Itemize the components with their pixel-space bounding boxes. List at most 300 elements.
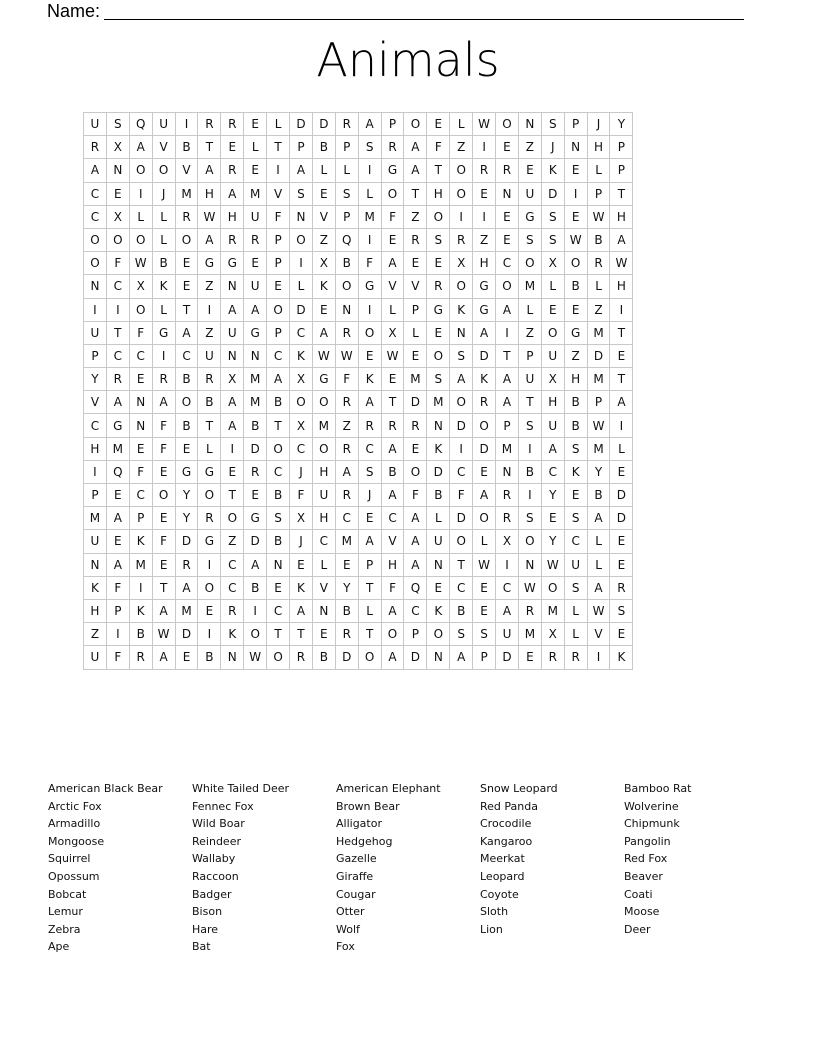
grid-cell[interactable]: T — [427, 159, 450, 182]
grid-cell[interactable]: W — [335, 344, 358, 367]
grid-cell[interactable]: E — [564, 298, 587, 321]
grid-cell[interactable]: L — [335, 159, 358, 182]
grid-cell[interactable]: I — [473, 136, 496, 159]
grid-cell[interactable]: K — [427, 599, 450, 622]
grid-cell[interactable]: E — [244, 113, 267, 136]
grid-cell[interactable]: E — [473, 460, 496, 483]
grid-cell[interactable]: K — [427, 437, 450, 460]
grid-cell[interactable]: I — [518, 484, 541, 507]
grid-cell[interactable]: H — [198, 182, 221, 205]
grid-cell[interactable]: T — [518, 391, 541, 414]
grid-cell[interactable]: C — [84, 205, 107, 228]
grid-cell[interactable]: E — [564, 159, 587, 182]
grid-cell[interactable]: R — [610, 576, 633, 599]
grid-cell[interactable]: O — [152, 484, 175, 507]
grid-cell[interactable]: F — [335, 368, 358, 391]
grid-cell[interactable]: A — [106, 553, 129, 576]
grid-cell[interactable]: D — [335, 646, 358, 669]
grid-cell[interactable]: I — [244, 599, 267, 622]
grid-cell[interactable]: O — [427, 344, 450, 367]
grid-cell[interactable]: A — [404, 553, 427, 576]
grid-cell[interactable]: C — [381, 507, 404, 530]
grid-cell[interactable]: W — [587, 414, 610, 437]
grid-cell[interactable]: V — [587, 623, 610, 646]
grid-cell[interactable]: D — [450, 507, 473, 530]
grid-cell[interactable]: W — [473, 113, 496, 136]
grid-cell[interactable]: F — [358, 252, 381, 275]
grid-cell[interactable]: Q — [335, 228, 358, 251]
grid-cell[interactable]: O — [152, 159, 175, 182]
grid-cell[interactable]: S — [427, 368, 450, 391]
grid-cell[interactable]: K — [564, 460, 587, 483]
grid-cell[interactable]: O — [198, 576, 221, 599]
grid-cell[interactable]: R — [473, 159, 496, 182]
grid-cell[interactable]: L — [450, 113, 473, 136]
grid-cell[interactable]: C — [129, 344, 152, 367]
grid-cell[interactable]: R — [84, 136, 107, 159]
grid-cell[interactable]: O — [473, 414, 496, 437]
grid-cell[interactable]: H — [541, 391, 564, 414]
grid-cell[interactable]: P — [84, 484, 107, 507]
grid-cell[interactable]: H — [473, 252, 496, 275]
grid-cell[interactable]: R — [473, 391, 496, 414]
grid-cell[interactable]: A — [541, 437, 564, 460]
grid-cell[interactable]: I — [290, 252, 313, 275]
grid-cell[interactable]: O — [106, 228, 129, 251]
grid-cell[interactable]: X — [450, 252, 473, 275]
grid-cell[interactable]: D — [244, 437, 267, 460]
grid-cell[interactable]: Z — [518, 136, 541, 159]
grid-cell[interactable]: D — [610, 484, 633, 507]
grid-cell[interactable]: A — [450, 368, 473, 391]
grid-cell[interactable]: F — [381, 205, 404, 228]
grid-cell[interactable]: U — [244, 205, 267, 228]
grid-cell[interactable]: A — [358, 530, 381, 553]
grid-cell[interactable]: C — [106, 275, 129, 298]
grid-cell[interactable]: O — [290, 228, 313, 251]
grid-cell[interactable]: U — [564, 553, 587, 576]
grid-cell[interactable]: E — [427, 576, 450, 599]
grid-cell[interactable]: A — [358, 391, 381, 414]
grid-cell[interactable]: X — [106, 205, 129, 228]
grid-cell[interactable]: D — [496, 646, 519, 669]
grid-cell[interactable]: O — [198, 484, 221, 507]
grid-cell[interactable]: Z — [564, 344, 587, 367]
grid-cell[interactable]: L — [152, 205, 175, 228]
grid-cell[interactable]: X — [541, 368, 564, 391]
grid-cell[interactable]: K — [450, 298, 473, 321]
grid-cell[interactable]: C — [84, 182, 107, 205]
grid-cell[interactable]: E — [610, 530, 633, 553]
grid-cell[interactable]: D — [290, 113, 313, 136]
grid-cell[interactable]: N — [84, 553, 107, 576]
grid-cell[interactable]: B — [518, 460, 541, 483]
grid-cell[interactable]: H — [427, 182, 450, 205]
grid-cell[interactable]: B — [267, 530, 290, 553]
grid-cell[interactable]: C — [358, 437, 381, 460]
grid-cell[interactable]: A — [473, 321, 496, 344]
grid-cell[interactable]: D — [541, 182, 564, 205]
grid-cell[interactable]: B — [267, 484, 290, 507]
grid-cell[interactable]: O — [175, 391, 198, 414]
grid-cell[interactable]: Z — [221, 530, 244, 553]
grid-cell[interactable]: A — [381, 646, 404, 669]
grid-cell[interactable]: B — [312, 136, 335, 159]
grid-cell[interactable]: O — [221, 507, 244, 530]
grid-cell[interactable]: E — [335, 553, 358, 576]
grid-cell[interactable]: J — [152, 182, 175, 205]
grid-cell[interactable]: N — [84, 275, 107, 298]
grid-cell[interactable]: K — [610, 646, 633, 669]
grid-cell[interactable]: O — [496, 275, 519, 298]
grid-cell[interactable]: X — [290, 368, 313, 391]
grid-cell[interactable]: E — [129, 437, 152, 460]
grid-cell[interactable]: H — [610, 205, 633, 228]
grid-cell[interactable]: E — [267, 576, 290, 599]
grid-cell[interactable]: U — [221, 321, 244, 344]
grid-cell[interactable]: A — [312, 321, 335, 344]
grid-cell[interactable]: V — [152, 136, 175, 159]
grid-cell[interactable]: N — [450, 321, 473, 344]
grid-cell[interactable]: P — [358, 553, 381, 576]
grid-cell[interactable]: N — [427, 414, 450, 437]
grid-cell[interactable]: B — [587, 228, 610, 251]
grid-cell[interactable]: E — [610, 623, 633, 646]
grid-cell[interactable]: E — [610, 553, 633, 576]
grid-cell[interactable]: R — [198, 113, 221, 136]
grid-cell[interactable]: M — [84, 507, 107, 530]
grid-cell[interactable]: G — [198, 460, 221, 483]
grid-cell[interactable]: A — [175, 321, 198, 344]
grid-cell[interactable]: K — [129, 530, 152, 553]
grid-cell[interactable]: G — [473, 298, 496, 321]
grid-cell[interactable]: M — [496, 437, 519, 460]
grid-cell[interactable]: A — [473, 484, 496, 507]
grid-cell[interactable]: C — [404, 599, 427, 622]
grid-cell[interactable]: P — [335, 136, 358, 159]
grid-cell[interactable]: N — [496, 460, 519, 483]
grid-cell[interactable]: Y — [541, 484, 564, 507]
grid-cell[interactable]: P — [587, 391, 610, 414]
grid-cell[interactable]: E — [381, 368, 404, 391]
grid-cell[interactable]: I — [267, 159, 290, 182]
grid-cell[interactable]: R — [587, 252, 610, 275]
grid-cell[interactable]: U — [152, 113, 175, 136]
grid-cell[interactable]: R — [404, 228, 427, 251]
grid-cell[interactable]: Q — [106, 460, 129, 483]
grid-cell[interactable]: E — [175, 275, 198, 298]
grid-cell[interactable]: E — [244, 159, 267, 182]
grid-cell[interactable]: W — [541, 553, 564, 576]
grid-cell[interactable]: E — [427, 321, 450, 344]
grid-cell[interactable]: O — [427, 205, 450, 228]
grid-cell[interactable]: E — [106, 484, 129, 507]
grid-cell[interactable]: B — [564, 414, 587, 437]
grid-cell[interactable]: R — [358, 414, 381, 437]
grid-cell[interactable]: A — [267, 368, 290, 391]
grid-cell[interactable]: G — [518, 205, 541, 228]
grid-cell[interactable]: V — [312, 576, 335, 599]
grid-cell[interactable]: R — [175, 553, 198, 576]
grid-cell[interactable]: P — [381, 113, 404, 136]
grid-cell[interactable]: T — [221, 484, 244, 507]
grid-cell[interactable]: C — [496, 252, 519, 275]
grid-cell[interactable]: C — [496, 576, 519, 599]
grid-cell[interactable]: U — [312, 484, 335, 507]
grid-cell[interactable]: O — [404, 113, 427, 136]
grid-cell[interactable]: B — [587, 484, 610, 507]
grid-cell[interactable]: P — [496, 414, 519, 437]
grid-cell[interactable]: X — [106, 136, 129, 159]
grid-cell[interactable]: P — [404, 623, 427, 646]
grid-cell[interactable]: A — [221, 298, 244, 321]
grid-cell[interactable]: R — [175, 205, 198, 228]
grid-cell[interactable]: I — [175, 113, 198, 136]
grid-cell[interactable]: E — [427, 113, 450, 136]
grid-cell[interactable]: R — [381, 414, 404, 437]
grid-cell[interactable]: D — [473, 344, 496, 367]
grid-cell[interactable]: D — [404, 646, 427, 669]
grid-cell[interactable]: A — [610, 228, 633, 251]
grid-cell[interactable]: O — [244, 623, 267, 646]
grid-cell[interactable]: E — [175, 252, 198, 275]
grid-cell[interactable]: U — [427, 530, 450, 553]
grid-cell[interactable]: R — [198, 507, 221, 530]
grid-cell[interactable]: N — [290, 205, 313, 228]
grid-cell[interactable]: P — [610, 159, 633, 182]
grid-cell[interactable]: O — [496, 113, 519, 136]
grid-cell[interactable]: V — [404, 275, 427, 298]
grid-cell[interactable]: D — [427, 460, 450, 483]
grid-cell[interactable]: P — [267, 321, 290, 344]
grid-cell[interactable]: A — [290, 159, 313, 182]
grid-cell[interactable]: G — [312, 368, 335, 391]
grid-cell[interactable]: F — [129, 460, 152, 483]
grid-cell[interactable]: P — [84, 344, 107, 367]
grid-cell[interactable]: S — [358, 460, 381, 483]
grid-cell[interactable]: F — [152, 530, 175, 553]
grid-cell[interactable]: A — [244, 553, 267, 576]
grid-cell[interactable]: M — [335, 530, 358, 553]
grid-cell[interactable]: I — [450, 205, 473, 228]
grid-cell[interactable]: F — [450, 484, 473, 507]
grid-cell[interactable]: P — [106, 599, 129, 622]
grid-cell[interactable]: A — [496, 298, 519, 321]
grid-cell[interactable]: S — [518, 228, 541, 251]
grid-cell[interactable]: G — [381, 159, 404, 182]
grid-cell[interactable]: K — [312, 275, 335, 298]
grid-cell[interactable]: C — [267, 344, 290, 367]
grid-cell[interactable]: P — [587, 182, 610, 205]
grid-cell[interactable]: N — [129, 414, 152, 437]
grid-cell[interactable]: U — [541, 344, 564, 367]
grid-cell[interactable]: L — [381, 298, 404, 321]
grid-cell[interactable]: O — [267, 298, 290, 321]
grid-cell[interactable]: G — [106, 414, 129, 437]
grid-cell[interactable]: S — [541, 113, 564, 136]
grid-cell[interactable]: R — [129, 646, 152, 669]
grid-cell[interactable]: L — [427, 507, 450, 530]
grid-cell[interactable]: F — [106, 576, 129, 599]
grid-cell[interactable]: E — [152, 507, 175, 530]
grid-cell[interactable]: S — [290, 182, 313, 205]
grid-cell[interactable]: L — [152, 298, 175, 321]
grid-cell[interactable]: A — [152, 391, 175, 414]
grid-cell[interactable]: S — [358, 136, 381, 159]
grid-cell[interactable]: B — [244, 414, 267, 437]
grid-cell[interactable]: A — [404, 136, 427, 159]
grid-cell[interactable]: M — [427, 391, 450, 414]
grid-cell[interactable]: L — [152, 228, 175, 251]
grid-cell[interactable]: U — [198, 344, 221, 367]
grid-cell[interactable]: P — [404, 298, 427, 321]
grid-cell[interactable]: E — [496, 228, 519, 251]
grid-cell[interactable]: A — [198, 159, 221, 182]
grid-cell[interactable]: J — [541, 136, 564, 159]
grid-cell[interactable]: O — [290, 391, 313, 414]
grid-cell[interactable]: J — [358, 484, 381, 507]
grid-cell[interactable]: I — [610, 298, 633, 321]
grid-cell[interactable]: P — [267, 228, 290, 251]
grid-cell[interactable]: H — [564, 368, 587, 391]
grid-cell[interactable]: O — [518, 530, 541, 553]
grid-cell[interactable]: Y — [84, 368, 107, 391]
grid-cell[interactable]: I — [129, 182, 152, 205]
grid-cell[interactable]: I — [84, 298, 107, 321]
grid-cell[interactable]: E — [152, 553, 175, 576]
grid-cell[interactable]: T — [404, 182, 427, 205]
grid-cell[interactable]: M — [106, 437, 129, 460]
grid-cell[interactable]: S — [564, 507, 587, 530]
grid-cell[interactable]: A — [106, 391, 129, 414]
grid-cell[interactable]: E — [106, 530, 129, 553]
grid-cell[interactable]: R — [404, 414, 427, 437]
grid-cell[interactable]: R — [335, 113, 358, 136]
grid-cell[interactable]: R — [381, 136, 404, 159]
grid-cell[interactable]: A — [335, 460, 358, 483]
grid-cell[interactable]: O — [427, 623, 450, 646]
grid-cell[interactable]: F — [106, 646, 129, 669]
grid-cell[interactable]: I — [610, 414, 633, 437]
grid-cell[interactable]: B — [175, 414, 198, 437]
grid-cell[interactable]: C — [541, 460, 564, 483]
grid-cell[interactable]: T — [610, 182, 633, 205]
grid-cell[interactable]: X — [290, 414, 313, 437]
grid-cell[interactable]: P — [267, 252, 290, 275]
grid-cell[interactable]: E — [175, 437, 198, 460]
grid-cell[interactable]: Z — [312, 228, 335, 251]
grid-cell[interactable]: O — [541, 321, 564, 344]
grid-cell[interactable]: T — [450, 553, 473, 576]
grid-cell[interactable]: T — [198, 414, 221, 437]
grid-cell[interactable]: A — [221, 414, 244, 437]
grid-cell[interactable]: I — [473, 205, 496, 228]
grid-cell[interactable]: V — [381, 275, 404, 298]
grid-cell[interactable]: L — [473, 530, 496, 553]
grid-cell[interactable]: J — [290, 460, 313, 483]
grid-cell[interactable]: A — [129, 136, 152, 159]
grid-cell[interactable]: N — [518, 113, 541, 136]
grid-cell[interactable]: F — [152, 437, 175, 460]
grid-cell[interactable]: O — [335, 275, 358, 298]
grid-cell[interactable]: C — [564, 530, 587, 553]
grid-cell[interactable]: B — [152, 252, 175, 275]
grid-cell[interactable]: I — [518, 437, 541, 460]
grid-cell[interactable]: I — [106, 298, 129, 321]
grid-cell[interactable]: C — [450, 576, 473, 599]
grid-cell[interactable]: E — [244, 252, 267, 275]
grid-cell[interactable]: M — [129, 553, 152, 576]
grid-cell[interactable]: A — [152, 646, 175, 669]
grid-cell[interactable]: L — [129, 205, 152, 228]
grid-cell[interactable]: N — [221, 344, 244, 367]
grid-cell[interactable]: S — [450, 344, 473, 367]
grid-cell[interactable]: X — [290, 507, 313, 530]
grid-cell[interactable]: I — [198, 298, 221, 321]
grid-cell[interactable]: O — [358, 646, 381, 669]
grid-cell[interactable]: R — [335, 484, 358, 507]
grid-cell[interactable]: M — [587, 437, 610, 460]
grid-cell[interactable]: A — [404, 507, 427, 530]
grid-cell[interactable]: E — [175, 646, 198, 669]
grid-cell[interactable]: W — [244, 646, 267, 669]
grid-cell[interactable]: A — [244, 298, 267, 321]
grid-cell[interactable]: Y — [175, 484, 198, 507]
grid-cell[interactable]: B — [381, 460, 404, 483]
grid-cell[interactable]: S — [427, 228, 450, 251]
grid-cell[interactable]: M — [518, 623, 541, 646]
grid-cell[interactable]: O — [450, 275, 473, 298]
grid-cell[interactable]: C — [106, 344, 129, 367]
grid-cell[interactable]: E — [358, 507, 381, 530]
grid-cell[interactable]: Z — [518, 321, 541, 344]
grid-cell[interactable]: B — [198, 391, 221, 414]
grid-cell[interactable]: O — [267, 646, 290, 669]
grid-cell[interactable]: R — [427, 275, 450, 298]
grid-cell[interactable]: T — [175, 298, 198, 321]
grid-cell[interactable]: A — [106, 507, 129, 530]
grid-cell[interactable]: E — [198, 599, 221, 622]
grid-cell[interactable]: W — [518, 576, 541, 599]
grid-cell[interactable]: I — [221, 437, 244, 460]
grid-cell[interactable]: E — [473, 599, 496, 622]
grid-cell[interactable]: B — [335, 252, 358, 275]
grid-cell[interactable]: R — [450, 228, 473, 251]
grid-cell[interactable]: Z — [404, 205, 427, 228]
grid-cell[interactable]: O — [129, 298, 152, 321]
grid-cell[interactable]: A — [358, 113, 381, 136]
grid-cell[interactable]: G — [473, 275, 496, 298]
grid-cell[interactable]: K — [129, 599, 152, 622]
grid-cell[interactable]: Y — [541, 530, 564, 553]
grid-cell[interactable]: D — [175, 530, 198, 553]
grid-cell[interactable]: S — [610, 599, 633, 622]
grid-cell[interactable]: O — [84, 228, 107, 251]
grid-cell[interactable]: M — [244, 391, 267, 414]
grid-cell[interactable]: I — [84, 460, 107, 483]
grid-cell[interactable]: R — [244, 228, 267, 251]
grid-cell[interactable]: Q — [404, 576, 427, 599]
grid-cell[interactable]: C — [312, 530, 335, 553]
grid-cell[interactable]: T — [358, 576, 381, 599]
grid-cell[interactable]: O — [358, 321, 381, 344]
grid-cell[interactable]: Z — [84, 623, 107, 646]
grid-cell[interactable]: S — [541, 228, 564, 251]
grid-cell[interactable]: Y — [587, 460, 610, 483]
grid-cell[interactable]: T — [381, 391, 404, 414]
grid-cell[interactable]: C — [290, 437, 313, 460]
grid-cell[interactable]: R — [496, 159, 519, 182]
